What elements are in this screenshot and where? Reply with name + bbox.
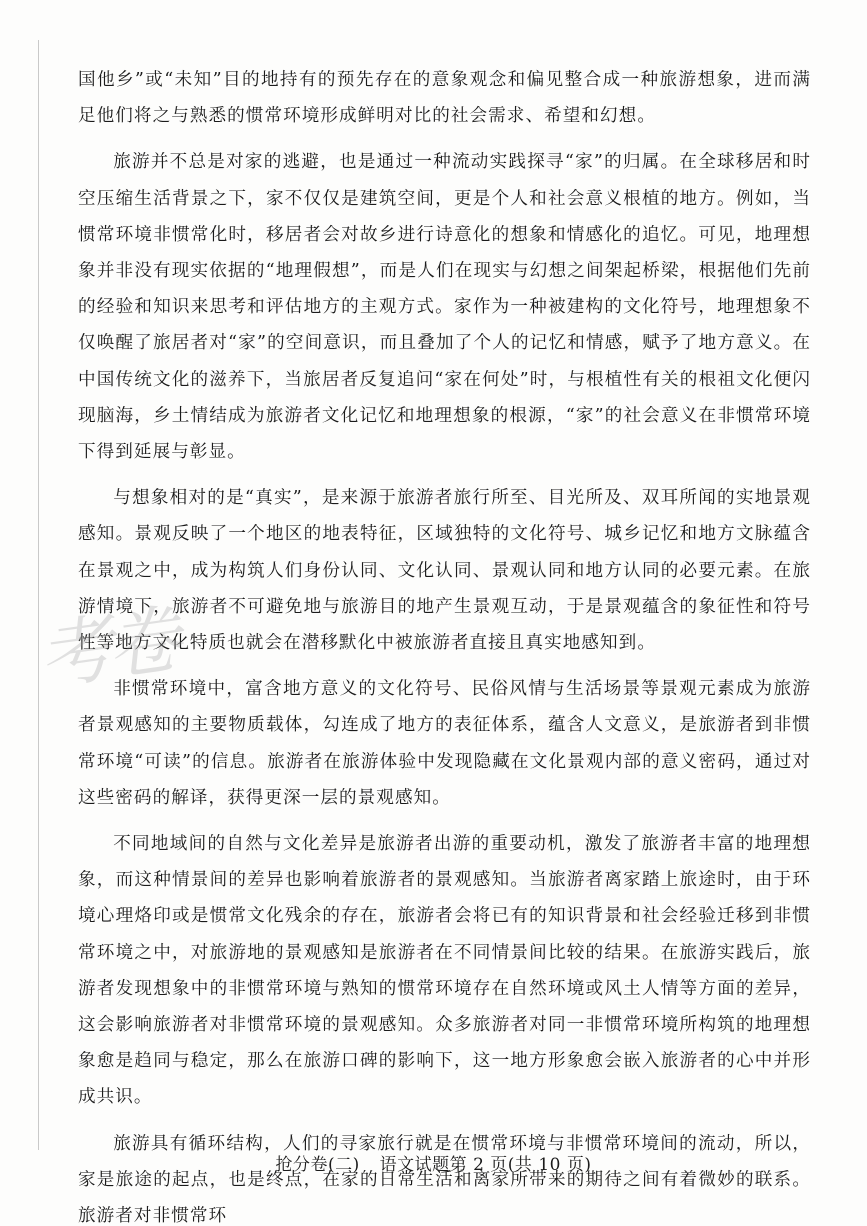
exam-series-label: 抢分卷(二) [275,1155,360,1175]
paragraph-home-belonging: 旅游并不总是对家的逃避，也是通过一种流动实践探寻“家”的归属。在全球移居和时空压缩生活背景之下，家不仅仅是建筑空间，更是个人和社会意义根植的地方。例如，当惯常环境非惯常化时，移居者会对故乡进行诗意化的想象和情感化的追忆。可见，地理想象并非没有现实依据的“地理假想”，而是人们在现实与幻想之间架起桥梁，根据他们先前的经验和知识来思考和评估地方的主观方式。家作为一种被建构的文化符号，地理想象不仅唤醒了旅居者对“家”的空间意识，而且叠加了个人的记忆和情感，赋予了地方意义。在中国传统文化的滋养下，当旅居者反复追问“家在何处”时，与根植性有关的根祖文化便闪现脑海，乡土情结成为旅游者文化记忆和地理想象的根源，“家”的社会意义在非惯常环境下得到延展与彰显。 [78,152,811,463]
paragraph-regional-difference: 不同地域间的自然与文化差异是旅游者出游的重要动机，激发了旅游者丰富的地理想象，而这种情景间的差异也影响着旅游者的景观感知。当旅游者离家踏上旅途时，由于环境心理烙印或是惯常文化残余的存在，旅游者会将已有的知识背景和社会经验迁移到非惯常环境之中，对旅游地的景观感知是旅游者在不同情景间比较的结果。在旅游实践后，旅游者发现想象中的非惯常环境与熟知的惯常环境存在自然环境或风土人情等方面的差异，这会影响旅游者对非惯常环境的景观感知。众多旅游者对同一非惯常环境所构筑的地理想象愈是趋同与稳定，那么在旅游口碑的影响下，这一地方形象愈会嵌入旅游者的心中并形成共识。 [78,834,811,1108]
paragraph-symbol-system: 非惯常环境中，富含地方意义的文化符号、民俗风情与生活场景等景观元素成为旅游者景观感知的主要物质载体，勾连成了地方的表征体系，蕴含人文意义，是旅游者到非惯常环境“可读”的信息。旅游者在旅游体验中发现隐藏在文化景观内部的意义密码，通过对这些密码的解译，获得更深一层的景观感知。 [78,679,811,808]
page-footer [0,1150,867,1175]
paragraph-reality-perception: 与想象相对的是“真实”，是来源于旅游者旅行所至、目光所及、双耳所闻的实地景观感知。景观反映了一个地区的地表特征，区域独特的文化符号、城乡记忆和地方文脉蕴含在景观之中，成为构筑人们身份认同、文化认同、景观认同和地方认同的必要元素。在旅游情境下，旅游者不可避免地与旅游目的地产生景观互动，于是景观蕴含的象征性和符号性等地方文化特质也就会在潜移默化中被旅游者直接且真实地感知到。 [78,488,811,654]
watermark-stamp: 考卷 [33,596,181,701]
page-number-label: 语文试题第 2 页(共 10 页) [379,1155,592,1175]
article-body [78,62,811,1226]
paragraph-circular-structure: 旅游具有循环结构，人们的寻家旅行就是在惯常环境与非惯常环境间的流动，所以，家是旅途的起点，也是终点，在家的日常生活和离家所带来的期待之间有着微妙的联系。旅游者对非惯常环 [78,1133,811,1226]
binding-margin-line [38,40,39,1150]
paragraph-continued: 国他乡”或“未知”目的地持有的预先存在的意象观念和偏见整合成一种旅游想象，进而满足他们将之与熟悉的惯常环境形成鲜明对比的社会需求、希望和幻想。 [78,70,811,127]
